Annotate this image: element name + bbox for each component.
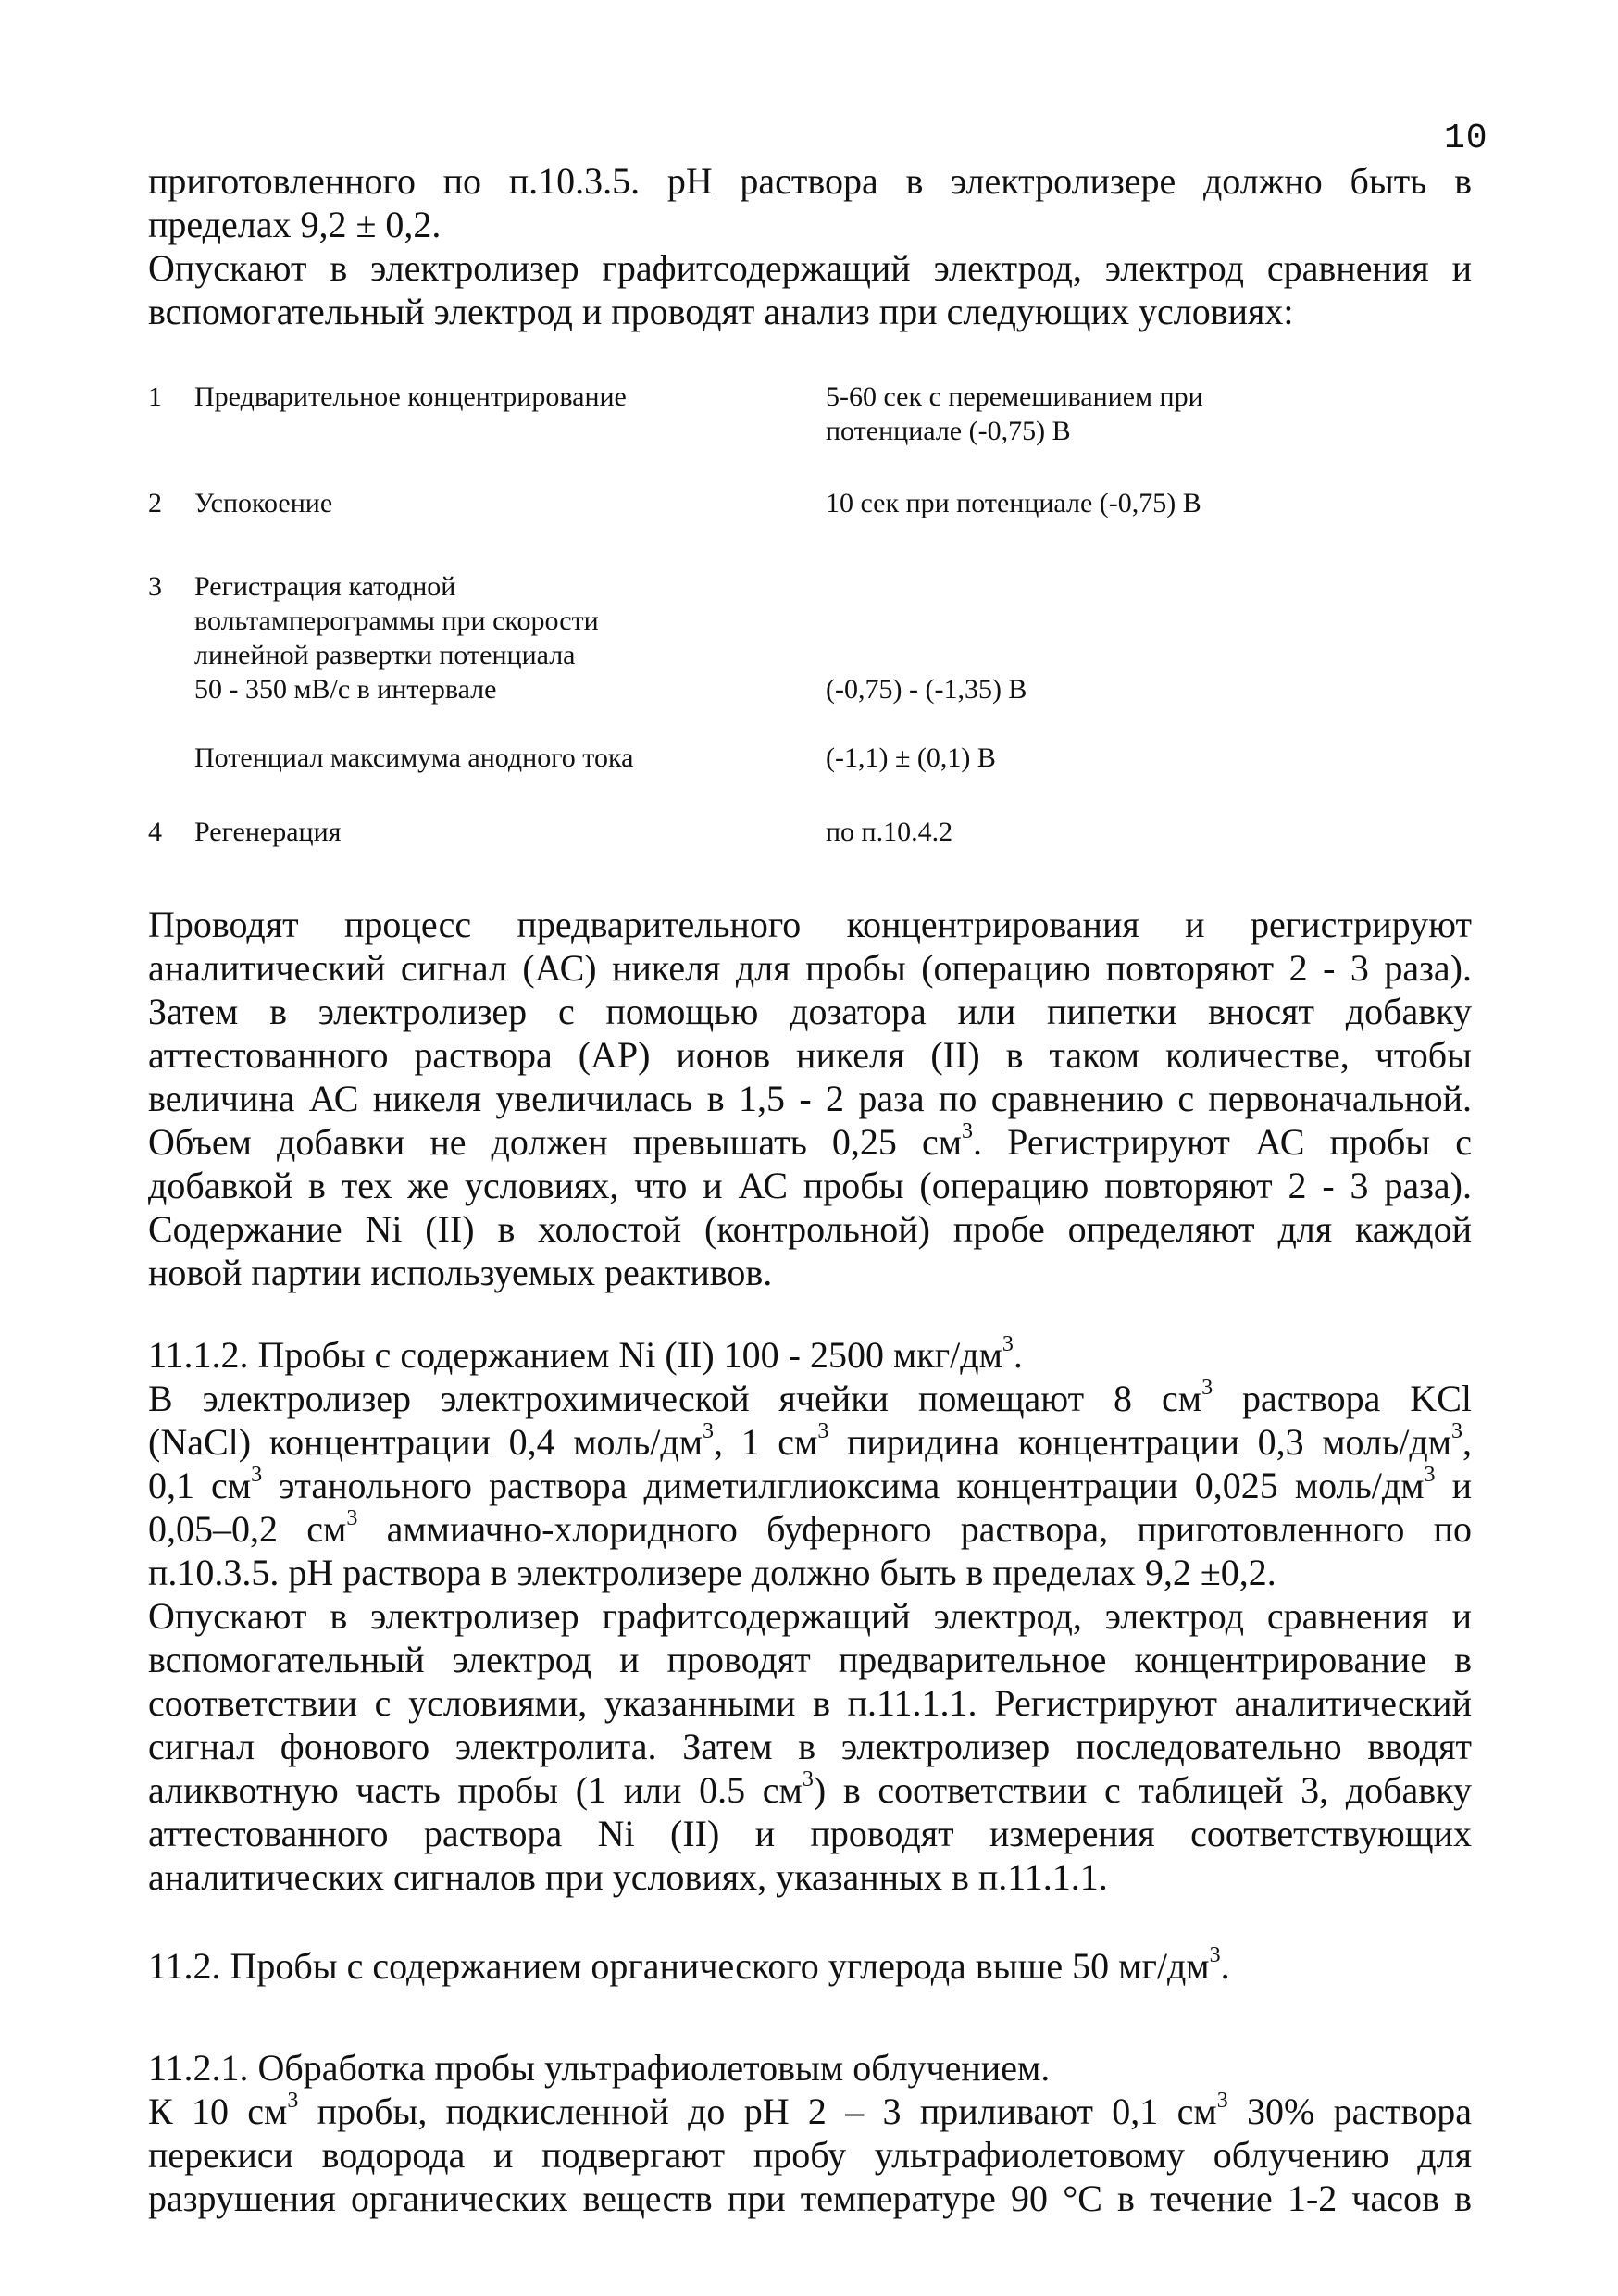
superscript: 3	[346, 1506, 358, 1530]
heading-text: 11.2. Пробы с содержанием органического углерода выше 50 мг/дм	[148, 1945, 1210, 1987]
text-line: аналитических сигналов при условиях, указанных в п.11.1.1.	[148, 1856, 1108, 1898]
step-number: 2	[148, 488, 162, 518]
analysis-steps-table	[148, 380, 1472, 861]
step-name-line: Регистрация катодной	[194, 571, 456, 602]
step-condition-line: 10 сек при потенциале (-0,75) В	[826, 488, 1201, 518]
superscript: 3	[1424, 1463, 1436, 1487]
step-name	[194, 486, 768, 520]
superscript: 3	[703, 1419, 715, 1443]
measurement-paragraph	[148, 903, 1472, 1294]
text-line: аналитический сигнал (АС) никеля для пробы (операцию повторяют 2 - 3 раза).	[148, 947, 1472, 989]
step-name-line: линейной развертки потенциала	[194, 640, 576, 670]
text-line: (NaCl) концентрации 0,4 моль/$дм^3$, 1 $см^3$ пиридина концентрации 0,3 моль/$дм^3$,	[148, 1419, 1473, 1463]
step-name-line: Потенциал максимума анодного тока	[194, 742, 634, 773]
step-condition-line: (-1,1) ± (0,1) В	[826, 742, 996, 773]
step-condition-line: потенциале (-0,75) В	[826, 416, 1071, 446]
text-line: сигнал фонового электролита. Затем в электролизер последовательно вводят	[148, 1726, 1472, 1767]
intro-line: пределах 9,2 ± 0,2.	[148, 204, 442, 245]
section-heading-11-2-1	[148, 2046, 1472, 2090]
text-line: соответствии с условиями, указанными в п.11.1.1. Регистрируют аналитический	[148, 1682, 1472, 1724]
step-name-line: Предварительное концентрирование	[194, 381, 627, 412]
superscript: 3	[1209, 1943, 1221, 1967]
superscript: 3	[251, 1463, 263, 1487]
section-heading-11-2	[148, 1944, 1472, 1988]
step-name-line: вольтамперограммы при скорости	[194, 605, 599, 636]
step-number: 4	[148, 817, 162, 847]
text-line: Проводят процесс предварительного концентрирования и регистрируют	[148, 904, 1472, 945]
step-name	[194, 815, 768, 849]
heading-text: 11.1.2. Пробы с содержанием Ni (II) 100 - 2500 мкг/дм	[148, 1334, 1002, 1376]
superscript: 3	[1216, 2089, 1228, 2113]
heading-text: 11.2.1. Обработка пробы ультрафиолетовым облучением.	[148, 2047, 1051, 2089]
text-line: перекиси водорода и подвергают пробу ультрафиолетовому облучению для	[148, 2134, 1472, 2176]
step-condition-line: 5-60 сек с перемешиванием при	[826, 381, 1203, 412]
superscript: 3	[1201, 1376, 1214, 1400]
text-line: Затем в электролизер с помощью дозатора или пипетки вносят добавку	[148, 991, 1472, 1032]
superscript: 3	[962, 1119, 974, 1143]
text-line: новой партии используемых реактивов.	[148, 1252, 773, 1293]
text-line: Содержание Ni (II) в холостой (контрольной) пробе определяют для каждой	[148, 1208, 1472, 1250]
section-paragraph-11-1-2	[148, 1377, 1472, 1899]
step-name	[194, 380, 768, 414]
heading-text-end: .	[1220, 1945, 1230, 1987]
step-condition-line: по п.10.4.2	[826, 817, 953, 847]
section-heading-11-1-2	[148, 1333, 1472, 1377]
step-condition	[826, 815, 1474, 849]
step-number: 3	[148, 571, 162, 602]
step-condition	[826, 741, 1474, 775]
step-name	[194, 741, 768, 775]
superscript: 3	[1451, 1419, 1463, 1443]
intro-line: приготовленного по п.10.3.5. рН раствора в электролизере должно быть в	[148, 160, 1472, 202]
text-line: аликвотную часть пробы (1 или 0.5 $см^3$) в соответствии с таблицей 3, добавку	[148, 1767, 1473, 1811]
intro-line: вспомогательный электрод и проводят анализ при следующих условиях:	[148, 291, 1294, 332]
page-number: 10	[1444, 119, 1488, 158]
step-name-line: 50 - 350 мВ/с в интервале	[194, 674, 497, 705]
text-line: Опускают в электролизер графитсодержащий электрод, электрод сравнения и	[148, 1595, 1472, 1637]
superscript: 3	[287, 2089, 299, 2113]
text-line: добавкой в тех же условиях, что и АС пробы (операцию повторяют 2 - 3 раза).	[148, 1165, 1472, 1206]
step-condition	[826, 486, 1474, 520]
superscript: 3	[802, 1767, 814, 1791]
intro-line: Опускают в электролизер графитсодержащий электрод, электрод сравнения и	[148, 247, 1472, 289]
text-line: В электролизер электрохимической ячейки помещают 8 $см^3$ раствора KCl	[148, 1376, 1472, 1419]
step-name-line: Успокоение	[194, 488, 333, 518]
step-condition-line: (-0,75) - (-1,35) В	[826, 674, 1027, 705]
step-condition	[826, 672, 1474, 706]
text-line: 0,1 $см^3$ этанольного раствора диметилглиоксима концентрации 0,025 моль/$дм^3$ и	[148, 1463, 1473, 1506]
superscript: 3	[1002, 1332, 1014, 1356]
text-line: разрушения органических веществ при температуре 90 °С в течение 1-2 часов в	[148, 2177, 1472, 2219]
intro-paragraph	[148, 159, 1472, 333]
text-line: величина АС никеля увеличилась в 1,5 - 2 раза по сравнению с первоначальной.	[148, 1078, 1472, 1119]
heading-text-end: .	[1013, 1334, 1023, 1376]
step-name	[194, 569, 768, 706]
step-number: 1	[148, 381, 162, 412]
superscript: 3	[817, 1419, 829, 1443]
step-name-line: Регенерация	[194, 817, 342, 847]
section-paragraph-11-2-1	[148, 2090, 1472, 2220]
text-line: 0,05–0,2 $см^3$ аммиачно-хлоридного буферного раствора, приготовленного по	[148, 1506, 1473, 1550]
text-line: вспомогательный электрод и проводят предварительное концентрирование в	[148, 1639, 1472, 1680]
text-line: Объем добавки не должен превышать 0,25 $см^3$. Регистрируют АС пробы с	[148, 1119, 1473, 1163]
text-line: п.10.3.5. рН раствора в электролизере должно быть в пределах 9,2 ±0,2.	[148, 1552, 1276, 1593]
text-line: аттестованного раствора Ni (II) и проводят измерения соответствующих	[148, 1813, 1472, 1854]
text-line: аттестованного раствора (АР) ионов никеля (II) в таком количестве, чтобы	[148, 1034, 1472, 1076]
text-line: К 10 $см^3$ пробы, подкисленной до рН 2 – 3 приливают 0,1 $см^3$ 30% раствора	[148, 2089, 1473, 2132]
step-condition	[826, 380, 1474, 448]
